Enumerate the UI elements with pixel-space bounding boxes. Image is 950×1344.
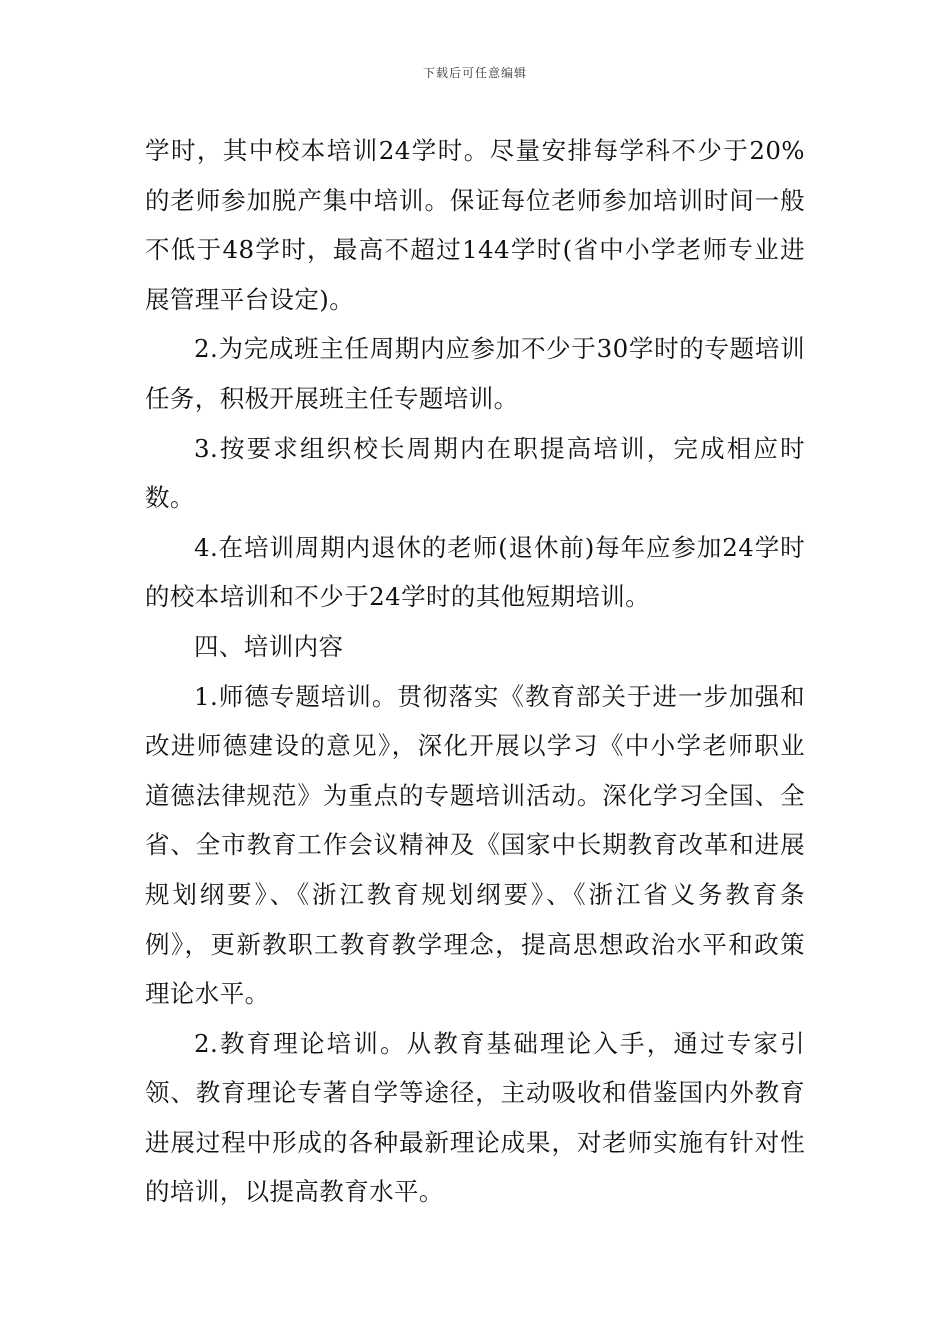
paragraph-item-3: 3.按要求组织校长周期内在职提高培训，完成相应时数。 (145, 433, 805, 513)
paragraph-ethics-training: 1.师德专题培训。贯彻落实《教育部关于进一步加强和改进师德建设的意见》，深化开展以学习《中小学老师职业道德法律规范》为重点的专题培训活动。深化学习全国、全省、全市教育工作会议精神及《国家中长期教育改革和进展规划纲要》、《浙江教育规划纲要》、《浙江省义务教育条例》，更新教职工教育教学理念，提高思想政治水平和政策理论水平。 (145, 681, 805, 1009)
paragraph-theory-training: 2.教育理论培训。从教育基础理论入手，通过专家引领、教育理论专著自学等途径，主动吸收和借鉴国内外教育进展过程中形成的各种最新理论成果，对老师实施有针对性的培训，以提高教育水平。 (145, 1028, 805, 1207)
document-body (145, 126, 805, 1217)
paragraph-continuation: 学时，其中校本培训24学时。尽量安排每学科不少于20%的老师参加脱产集中培训。保证每位老师参加培训时间一般不低于48学时，最高不超过144学时(省中小学老师专业进展管理平台设定)。 (145, 136, 805, 314)
paragraph-item-2: 2.为完成班主任周期内应参加不少于30学时的专题培训任务，积极开展班主任专题培训。 (145, 334, 805, 413)
section-heading-training-content: 四、培训内容 (194, 631, 344, 661)
paragraph-item-4: 4.在培训周期内退休的老师(退休前)每年应参加24学时的校本培训和不少于24学时的其他短期培训。 (145, 532, 805, 612)
page-header-note: 下载后可任意编辑 (422, 66, 527, 80)
